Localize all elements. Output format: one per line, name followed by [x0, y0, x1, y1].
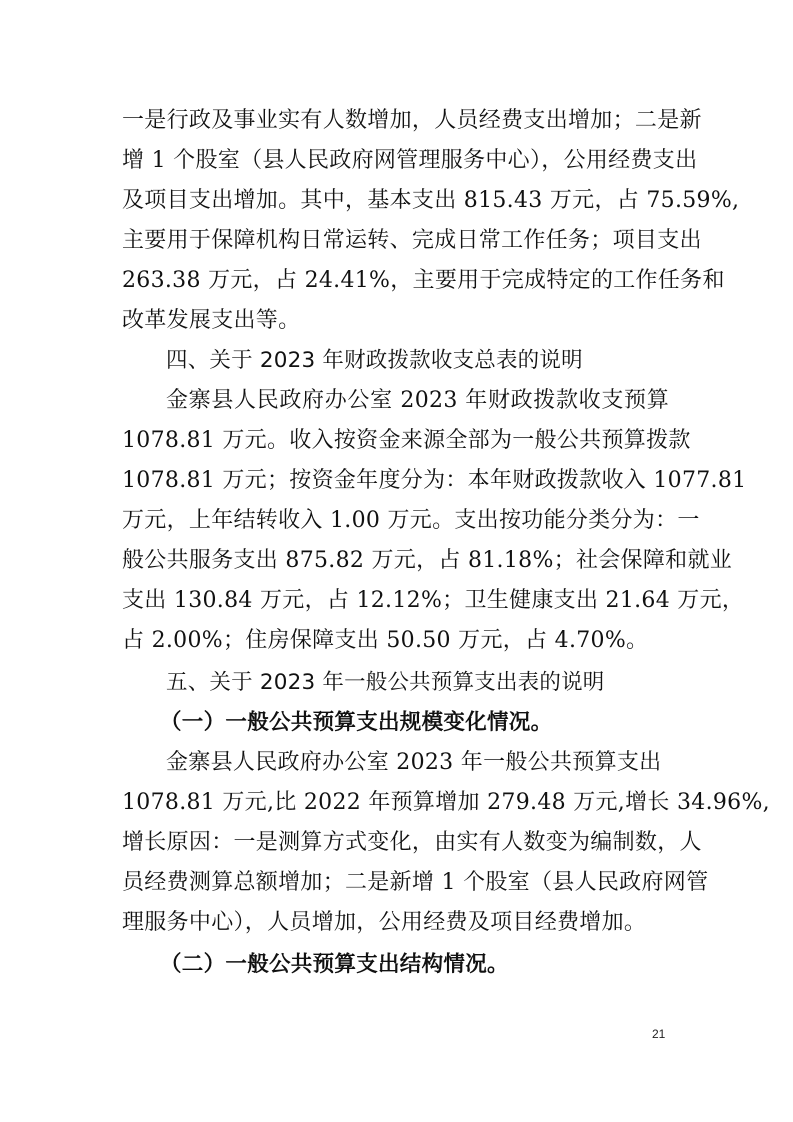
text-line: 263.38 万元，占 24.41%，主要用于完成特定的工作任务和	[122, 268, 725, 293]
section-heading-5: 五、关于 2023 年一般公共预算支出表的说明	[166, 670, 605, 695]
section-heading-4: 四、关于 2023 年财政拨款收支总表的说明	[166, 348, 583, 373]
text-line: 改革发展支出等。	[122, 308, 301, 333]
subsection-heading-1: （一）一般公共预算支出规模变化情况。	[160, 710, 553, 735]
subsection-heading-2: （二）一般公共预算支出结构情况。	[160, 952, 509, 977]
text-line: 金寨县人民政府办公室 2023 年财政拨款收支预算	[166, 388, 669, 413]
text-line: 1078.81 万元；按资金年度分为：本年财政拨款收入 1077.81	[122, 468, 747, 493]
page-number: 21	[652, 1027, 666, 1041]
text-line: 一是行政及事业实有人数增加，人员经费支出增加；二是新	[122, 108, 702, 133]
text-line: 及项目支出增加。其中，基本支出 815.43 万元，占 75.59%,	[122, 188, 740, 213]
text-line: 支出 130.84 万元，占 12.12%；卫生健康支出 21.64 万元，	[122, 588, 745, 613]
text-line: 金寨县人民政府办公室 2023 年一般公共预算支出	[166, 750, 662, 775]
text-line: 1078.81 万元,比 2022 年预算增加 279.48 万元,增长 34.96%,	[122, 790, 770, 815]
text-line: 增长原因：一是测算方式变化，由实有人数变为编制数，人	[122, 830, 702, 855]
text-line: 主要用于保障机构日常运转、完成日常工作任务；项目支出	[122, 228, 702, 253]
text-line: 般公共服务支出 875.82 万元，占 81.18%；社会保障和就业	[122, 548, 733, 573]
text-line: 员经费测算总额增加；二是新增 1 个股室（县人民政府网管	[122, 870, 709, 895]
text-line: 理服务中心），人员增加，公用经费及项目经费增加。	[122, 910, 647, 935]
text-line: 占 2.00%；住房保障支出 50.50 万元，占 4.70%。	[122, 628, 649, 653]
text-line: 增 1 个股室（县人民政府网管理服务中心），公用经费支出	[122, 148, 698, 173]
text-line: 1078.81 万元。收入按资金来源全部为一般公共预算拨款	[122, 428, 691, 453]
text-line: 万元，上年结转收入 1.00 万元。支出按功能分类分为：一	[122, 508, 700, 533]
